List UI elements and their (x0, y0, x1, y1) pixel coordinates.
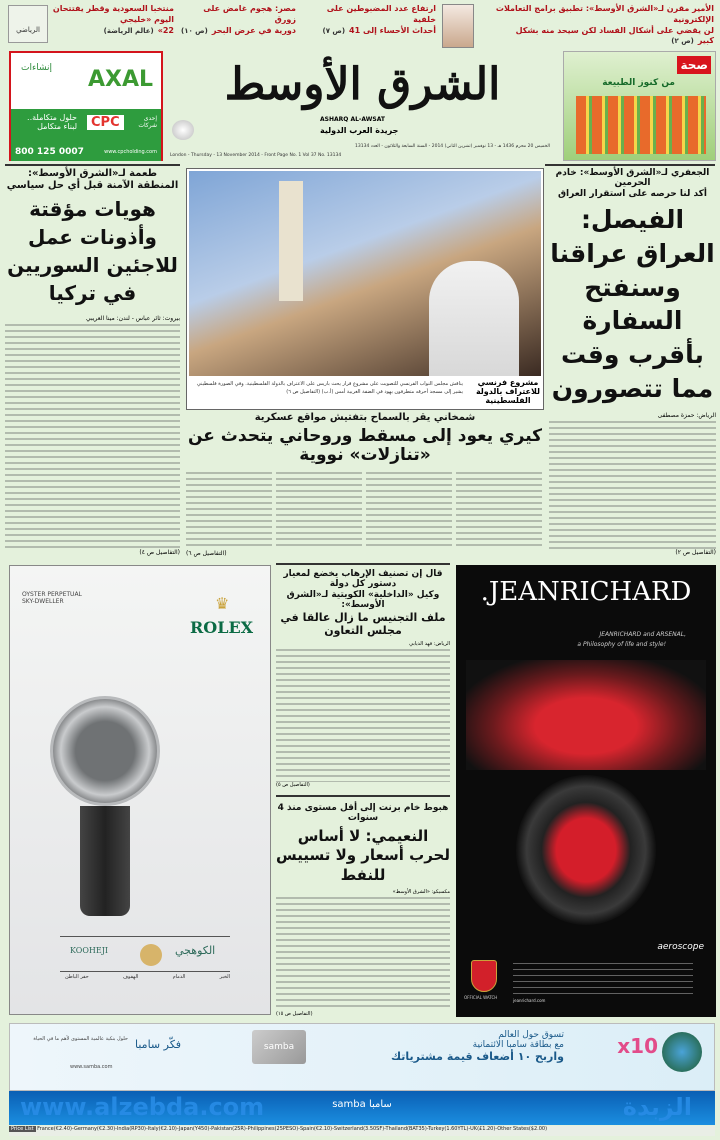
ad-url: jeanrichard.com (513, 998, 546, 1003)
players-photo (466, 660, 706, 770)
kicker: طعمة لـ«الشرق الأوسط»: (27, 168, 158, 179)
byline: الرياض: حمزة مصطفى (657, 411, 716, 419)
ad-tagline: JEANRICHARD and ARSENAL, (599, 631, 686, 638)
teaser-4[interactable] (52, 4, 174, 48)
headline: النعيمي: لا أساس لحرب أسعار ولا تسييس للنفط (276, 826, 450, 884)
teaser-line: ارتفاع عدد المضبوطين على خلفية (326, 4, 436, 24)
ad-juice[interactable] (563, 51, 716, 161)
article-faisal[interactable] (549, 168, 716, 556)
brand-logo: صحة (677, 56, 711, 74)
ad-axal-cpc[interactable] (9, 51, 163, 161)
lead-photo-block[interactable] (186, 168, 544, 410)
watch-strap (80, 806, 130, 916)
globe-icon (662, 1032, 702, 1072)
more-link[interactable]: (التفاصيل ص ١٥) (276, 1011, 313, 1017)
teaser-line: أحداث الأحساء إلى 41 (349, 25, 436, 35)
crown-icon: ♛ (215, 594, 230, 613)
ad-text: حلول متكاملة.. (27, 113, 77, 122)
kooheji-logo: KOOHEJI (70, 946, 109, 955)
latin-logo: ASHARQ AL-AWSAT (320, 116, 385, 123)
ad-text: OYSTER PERPETUAL (22, 591, 82, 598)
byline: مكسيكو: «الشرق الأوسط» (392, 889, 450, 896)
headline: الفيصل: العراق عراقنا وسنفتح السفارة بأقرب وقت مما تتصورون (550, 205, 715, 403)
ad-text: واربح ١٠ أضعاف قيمة مشترياتك (391, 1050, 564, 1063)
ad-url: www.samba.com (70, 1064, 113, 1070)
page-ref: (ص ٢) (671, 37, 694, 46)
subtitle: جريدة العرب الدولية (320, 126, 399, 135)
headline: كيري يعود إلى مسقط وروحاني يتحدث عن «تنازلات» نووية (187, 425, 543, 466)
price-list (9, 1126, 715, 1136)
ad-text: إحدى شركات (138, 115, 157, 129)
body-text (276, 649, 450, 782)
sports-badge[interactable]: الرياضي (8, 5, 48, 43)
article-kerry[interactable] (186, 412, 544, 557)
ad-samba[interactable] (9, 1023, 715, 1091)
more-link[interactable]: (التفاصيل ص ٦) (186, 550, 227, 557)
branch: الهفوف (122, 974, 139, 980)
watermark: www.alzebda.com (20, 1093, 265, 1121)
page-ref: (ص ٧) (322, 26, 346, 35)
more-link[interactable]: (التفاصيل ص ٤) (139, 549, 180, 556)
price-list-text: France(€2.40)-Germany(€2.30)-India(RP30)-Italy(€2.10)-Japan(Y450)-Pakistan(25R)-Philippines(25PESO)-Spain(€2.10)-Switzerland(3.50SF)-Thailand(BAT35)-Turkey(1.60YTL)-UK(£1.20)-Other States($2.00) (37, 1126, 548, 1132)
multiplier: x10 (617, 1034, 658, 1058)
more-link[interactable]: (التفاصيل ص ٥) (276, 782, 310, 788)
rolex-logo: ROLEX (190, 618, 254, 637)
teaser-line: الأمير مقرن لـ«الشرق الأوسط»: تطبيق برامج التعاملات الإلكترونية (495, 4, 714, 24)
watch-image (516, 775, 656, 925)
arsenal-crest (471, 960, 497, 992)
newspaper-logo: الشرق الأوسط (224, 59, 501, 110)
page-ref: (ص ١٠) (181, 26, 208, 35)
article-oil[interactable] (276, 795, 450, 1017)
kicker: وكيل «الداخلية» الكويتية لـ«الشرق الأوسط»: (286, 589, 440, 611)
teaser-1[interactable] (478, 4, 714, 48)
ad-text: تسوق حول العالم (498, 1030, 564, 1040)
product-name: aeroscope (657, 942, 704, 952)
teaser-line: اليوم «خليجي 22» (120, 14, 174, 35)
article-kuwait[interactable] (276, 563, 450, 788)
kicker: المنطقة الآمنة قبل أي حل سياسي (6, 179, 179, 191)
article-syria[interactable] (5, 168, 180, 556)
ad-jeanrichard[interactable] (456, 565, 716, 1017)
watch-image (50, 696, 160, 806)
ad-text: لبناء متكامل (37, 122, 77, 131)
ad-phone: 800 125 0007 (15, 147, 84, 157)
globe-icon (172, 120, 194, 140)
teaser-line: لن يقضي على أشكال الفساد لكن سيحد منه بشكل كبير (515, 25, 714, 46)
ad-text: إنشاءات (21, 63, 52, 73)
caption-text: يناقش مجلس النواب الفرنسي للتصويت على مشروع قرار يحث باريس على الاعتراف بالدولة الفلسطينية. وفي الصورة فلسطيني يشير إلى مسجد أحرقه متطرفون يهود في الضفة الغربية أمس (أ.ب) (التفاصيل ص ٦) (196, 381, 463, 395)
branch: الخبر (219, 974, 230, 980)
watermark-ar: الزبدة (622, 1093, 692, 1121)
page-ref: (عالم الرياضة) (103, 26, 154, 35)
byline: بيروت: ثائر عباس - لندن: مينا العريبي (85, 315, 180, 322)
price-list-label: Price List (11, 1126, 34, 1132)
lead-photo (189, 171, 541, 376)
ad-rolex[interactable] (9, 565, 271, 1015)
teaser-3[interactable] (180, 4, 296, 48)
teaser-line: مصر: هجوم غامض على زورق (203, 4, 296, 24)
more-link[interactable]: (التفاصيل ص ٢) (675, 549, 716, 556)
cpc-logo: CPC (87, 115, 124, 130)
ad-tagline: من كنوز الطبيعة (602, 78, 675, 88)
body-text (276, 897, 450, 1011)
kicker: قال إن تصنيف الإرهاب يخضع لمعيار دستور كل دولة (283, 569, 443, 590)
juice-bottles (576, 96, 706, 154)
teaser-2[interactable] (302, 4, 436, 48)
dealer-list (513, 963, 693, 995)
masthead (170, 58, 555, 163)
caption-title: مشروع فرنسي للاعتراف بالدولة الفلسطينية (475, 378, 541, 405)
branch: حفر الباطن (65, 974, 89, 980)
jeanrichard-logo: .JEANRICHARD (480, 577, 692, 607)
samba-logo: samba سامبا (332, 1099, 392, 1110)
headline: ملف التجنيس ما زال عالقا في مجلس التعاون (280, 611, 446, 638)
kicker: الجعفري لـ«الشرق الأوسط»: خادم الحرمين (555, 168, 710, 189)
ad-text: OFFICIAL WATCH (464, 995, 498, 1000)
body-text (5, 324, 180, 549)
kicker: شمخاني يقر بالسماح بتفتيش مواقع عسكرية (254, 412, 476, 423)
ad-tagline: a Philosophy of life and style! (577, 641, 666, 648)
body-text (186, 472, 544, 550)
byline: الرياض: فهد الذيابي (409, 640, 450, 647)
kooheji-emblem (140, 944, 162, 966)
axal-logo: AXAL (87, 67, 153, 92)
headline: هويات مؤقتة وأذونات عمل للاجئين السوريين في تركيا (7, 197, 178, 305)
branch: الدمام (172, 974, 186, 980)
portrait-photo (442, 4, 474, 48)
ad-text: حلول بنكية عالمية المستوى لأهم ما في الحياة (33, 1036, 128, 1042)
kicker: هبوط خام برنت إلى أقل مستوى منذ 4 سنوات (277, 803, 449, 824)
credit-card: samba (252, 1030, 306, 1064)
dealer-ar: الكوهجي (175, 944, 216, 957)
ad-text: SKY-DWELLER (22, 598, 64, 605)
ad-text: فكّر سامبا (135, 1038, 182, 1051)
dateline-en: London - Thursday - 13 November 2014 - Front Page No. 1 Vol 37 No. 13134 (170, 153, 342, 158)
teaser-line: منتخبا السعودية وقطر يفتتحان (52, 4, 174, 13)
body-text (549, 421, 716, 549)
dateline-ar: الخميس 20 محرم 1436 هـ - 13 نوفمبر (تشرين الثاني) 2014 - السنة السابعة والثلاثون - العدد 13134 (355, 144, 550, 149)
ad-url: www.cpcholding.com (104, 149, 157, 155)
kicker: أكد لنا حرصه على استقرار العراق (557, 188, 707, 199)
ad-text: مع بطاقة سامبا الائتمانية (472, 1040, 564, 1050)
teaser-line: دورية في عرض البحر (211, 25, 296, 35)
